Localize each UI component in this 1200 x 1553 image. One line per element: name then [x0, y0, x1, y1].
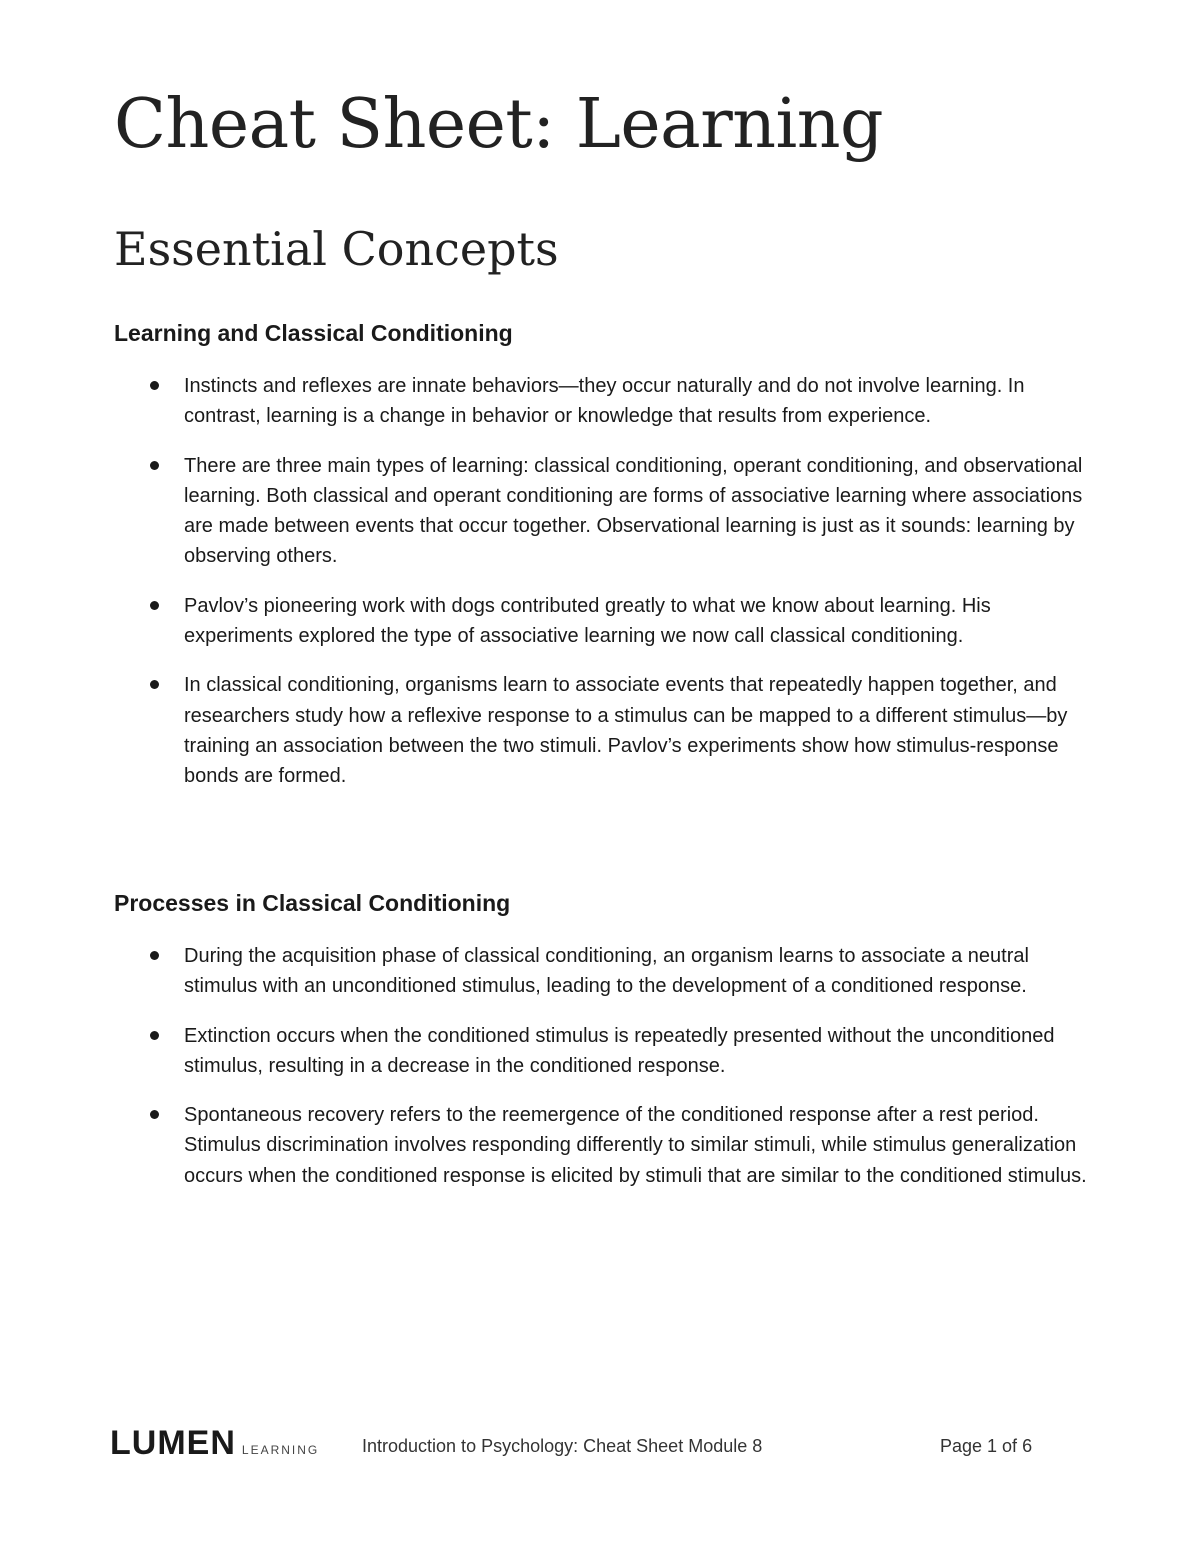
- subsection-processes-classical-conditioning: [114, 888, 1104, 1210]
- list-item: [114, 1100, 1104, 1191]
- list-item-text: During the acquisition phase of classical conditioning, an organism learns to associate a neutral stimulus with an unconditioned stimulus, leading to the development of a conditioned response.: [184, 945, 1029, 998]
- list-item: [114, 451, 1104, 572]
- list-item: [114, 1021, 1104, 1082]
- section-title: Essential Concepts: [114, 222, 559, 276]
- list-item: [114, 941, 1104, 1002]
- list-item-text: Instincts and reflexes are innate behaviors—they occur naturally and do not involve learning. In contrast, learning is a change in behavior or knowledge that results from experience.: [184, 375, 1025, 428]
- bullet-icon: [150, 680, 159, 689]
- bullet-icon: [150, 461, 159, 470]
- bullet-icon: [150, 951, 159, 960]
- subsection-heading: Processes in Classical Conditioning: [114, 890, 511, 916]
- page-title: Cheat Sheet: Learning: [114, 85, 884, 164]
- list-item-text: There are three main types of learning: classical conditioning, operant conditioning, and observational learning. Both classical and operant conditioning are forms of associative learning where associations are made between events that occur together. Observational learning is just as it sounds: learning by observing others.: [184, 454, 1083, 568]
- lumen-learning-logo: [110, 1424, 319, 1464]
- page-number: Page 1 of 6: [940, 1436, 1033, 1456]
- logo-wordmark: LUMEN: [110, 1424, 236, 1462]
- list-item: [114, 371, 1104, 432]
- footer-course-text: Introduction to Psychology: Cheat Sheet Module 8: [362, 1436, 763, 1456]
- logo-subtext: LEARNING: [241, 1443, 320, 1457]
- bullet-icon: [150, 601, 159, 610]
- list-item-text: Extinction occurs when the conditioned stimulus is repeatedly presented without the unconditioned stimulus, resulting in a decrease in the conditioned response.: [184, 1024, 1055, 1077]
- list-item-text: Spontaneous recovery refers to the reemergence of the conditioned response after a rest period. Stimulus discrimination involves responding differently to similar stimuli, while stimulus generalization occurs when the conditioned response is elicited by stimuli that are similar to the conditioned stimulus.: [184, 1104, 1087, 1187]
- bullet-list: [114, 941, 1104, 1191]
- list-item: [114, 591, 1104, 652]
- list-item: [114, 670, 1104, 791]
- bullet-icon: [150, 1031, 159, 1040]
- list-item-text: Pavlov’s pioneering work with dogs contributed greatly to what we know about learning. His experiments explored the type of associative learning we now call classical conditioning.: [184, 594, 991, 648]
- page-footer: [0, 1420, 1200, 1480]
- subsection-heading: Learning and Classical Conditioning: [114, 320, 513, 346]
- bullet-icon: [150, 381, 159, 390]
- bullet-list: [114, 371, 1104, 792]
- list-item-text: In classical conditioning, organisms learn to associate events that repeatedly happen together, and researchers study how a reflexive response to a stimulus can be mapped to a different stimulus—by training an association between the two stimuli. Pavlov’s experiments show how stimulus-response bonds are formed.: [184, 674, 1068, 788]
- subsection-learning-classical-conditioning: [114, 318, 1104, 811]
- bullet-icon: [150, 1110, 159, 1119]
